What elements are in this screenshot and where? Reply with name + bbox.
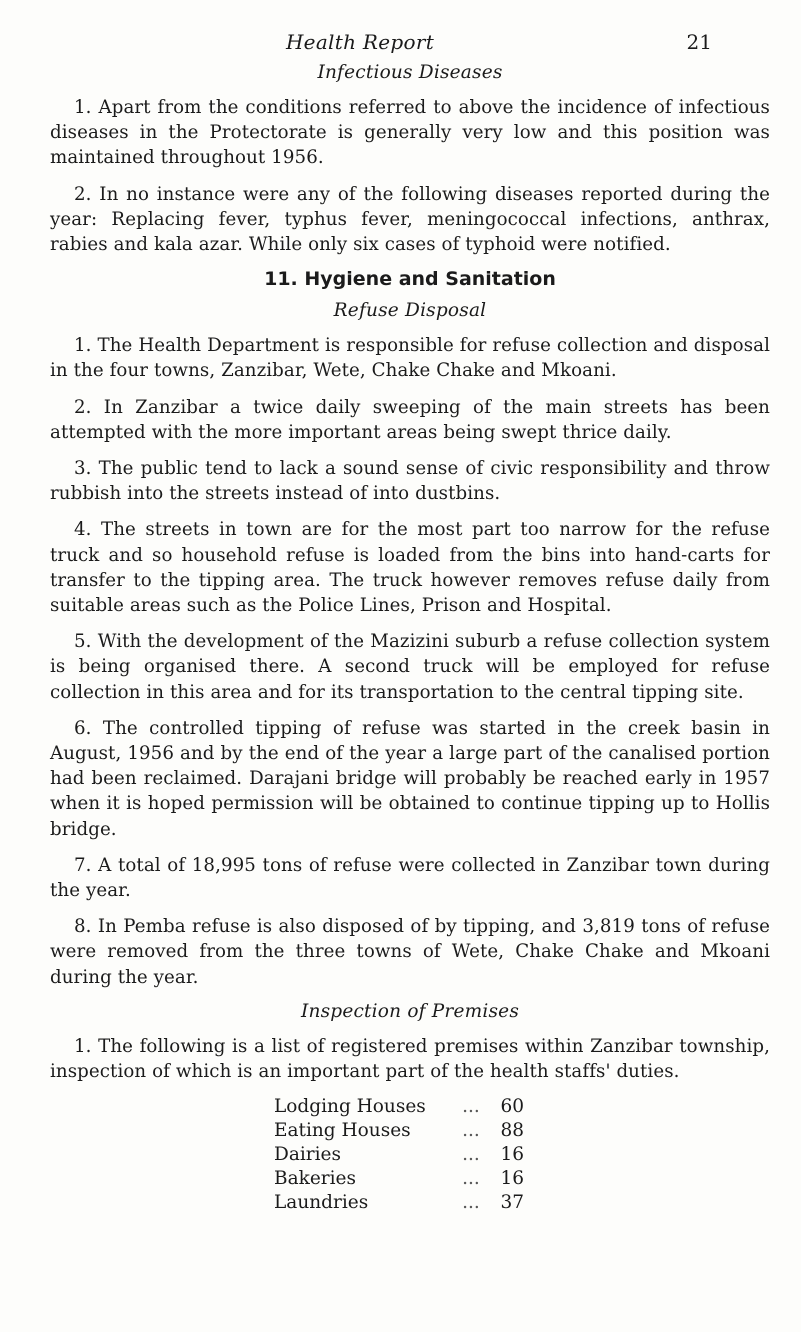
premises-name: Laundries: [274, 1192, 369, 1214]
premises-count: 88: [500, 1120, 524, 1142]
infectious-diseases-heading: Infectious Diseases: [317, 62, 503, 83]
premises-name: Eating Houses: [274, 1120, 411, 1142]
refuse-paragraph-7: 7. A total of 18,995 tons of refuse were collected in Zanzibar town during the year.: [50, 854, 770, 902]
refuse-paragraph-3: 3. The public tend to lack a sound sense of civic responsibility and throw rubbish into the streets instead of into dustbins.: [50, 458, 770, 505]
premises-count: 16: [500, 1144, 524, 1166]
premises-count: 16: [500, 1168, 524, 1190]
refuse-paragraph-1: 1. The Health Department is responsible for refuse collection and disposal in the four towns, Zanzibar, Wete, Chake Chake and Mkoani.: [50, 335, 770, 382]
premises-table: [274, 1095, 524, 1215]
refuse-paragraph-4: 4. The streets in town are for the most part too narrow for the refuse truck and so household refuse is loaded from the bins into hand-carts for transfer to the tipping area. The truck however removes refuse daily from suitable areas such as the Police Lines, Prison and Hospital.: [50, 519, 770, 617]
page-number: 21: [686, 30, 712, 54]
refuse-disposal-heading: Refuse Disposal: [333, 300, 487, 322]
infectious-paragraph-1: 1. Apart from the conditions referred to above the incidence of infectious diseases in the Protectorate is generally very low and this position was maintained throughout 1956.: [50, 97, 770, 169]
table-row: [274, 1167, 524, 1191]
table-row: [274, 1191, 524, 1215]
dot-leader: ...: [462, 1120, 480, 1142]
table-row: [274, 1095, 524, 1119]
refuse-paragraph-2: 2. In Zanzibar a twice daily sweeping of the main streets has been attempted with the more important areas being swept thrice daily.: [50, 396, 770, 443]
page-body: [50, 62, 770, 1215]
hygiene-sanitation-heading: 11. Hygiene and Sanitation: [264, 268, 556, 291]
premises-count: 60: [500, 1096, 524, 1118]
premises-name: Dairies: [274, 1144, 341, 1166]
refuse-paragraph-6: 6. The controlled tipping of refuse was started in the creek basin in August, 1956 and by the end of the year a large part of the canalised portion had been reclaimed. Darajani bridge will probably be reached early in 1957 when it is hoped permission will be obtained to continue tipping up to Hollis bridge.: [50, 717, 770, 840]
refuse-paragraph-5: 5. With the development of the Mazizini suburb a refuse collection system is being organised there. A second truck will be employed for refuse collection in this area and for its transportation to the central tipping site.: [50, 631, 770, 703]
premises-name: Bakeries: [274, 1168, 356, 1190]
inspection-paragraph-1: 1. The following is a list of registered premises within Zanzibar township, inspection of which is an important part of the health staffs' duties.: [50, 1035, 770, 1083]
dot-leader: ...: [462, 1168, 480, 1190]
table-row: [274, 1119, 524, 1143]
refuse-paragraph-8: 8. In Pemba refuse is also disposed of by tipping, and 3,819 tons of refuse were removed from the three towns of Wete, Chake Chake and Mkoani during the year.: [50, 916, 770, 988]
premises-count: 37: [500, 1192, 524, 1214]
dot-leader: ...: [462, 1096, 480, 1118]
premises-name: Lodging Houses: [274, 1096, 426, 1118]
table-row: [274, 1143, 524, 1167]
infectious-paragraph-2: 2. In no instance were any of the following diseases reported during the year: Replacing fever, typhus fever, meningococcal infections, anthrax, rabies and kala azar. While only six cases of typhoid were notified.: [50, 183, 770, 256]
dot-leader: ...: [462, 1192, 480, 1214]
running-head: [0, 30, 720, 58]
inspection-premises-heading: Inspection of Premises: [300, 1000, 520, 1022]
running-title: Health Report: [285, 30, 435, 54]
dot-leader: ...: [462, 1144, 480, 1166]
